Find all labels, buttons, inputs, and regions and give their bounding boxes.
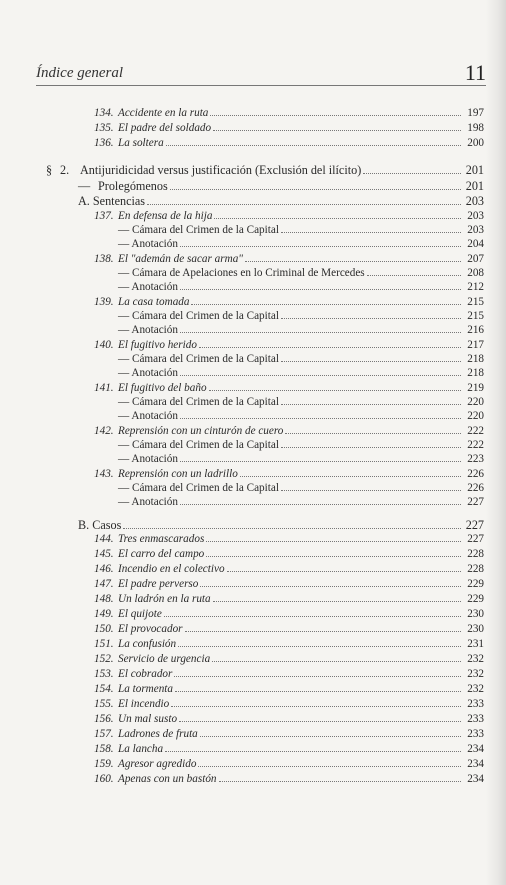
entry-page: 231 (467, 638, 484, 650)
entry-title: La lancha (118, 743, 164, 755)
entry-page: 207 (467, 253, 484, 265)
dot-leader (170, 189, 461, 190)
entry-title: — Anotación (118, 281, 178, 293)
entry-page: 222 (467, 425, 484, 437)
toc-entry[interactable] (94, 712, 484, 726)
toc-subentry[interactable] (118, 395, 484, 409)
toc-entry[interactable] (94, 532, 484, 546)
entry-number: 151. (94, 638, 114, 650)
entry-title: — Anotación (118, 496, 178, 508)
entry-title: El padre perverso (118, 578, 199, 590)
section-heading[interactable] (46, 163, 484, 177)
dash: — (78, 179, 91, 193)
entry-page: 234 (467, 758, 484, 770)
toc-entry[interactable] (94, 467, 484, 481)
subsection-page: 227 (465, 518, 484, 532)
toc-subentry[interactable] (118, 438, 484, 452)
entry-page: 216 (467, 324, 484, 336)
dot-leader (281, 361, 461, 362)
entry-title: — Cámara del Crimen de la Capital (118, 224, 279, 236)
entry-number: 149. (94, 608, 114, 620)
toc-entry[interactable] (94, 742, 484, 756)
entry-page: 217 (467, 339, 484, 351)
entry-number: 138. (94, 253, 114, 265)
dot-leader (178, 646, 461, 647)
entry-number: 137. (94, 210, 114, 222)
dot-leader (179, 721, 461, 722)
entry-title: El cobrador (118, 668, 173, 680)
dot-leader (191, 304, 461, 305)
entry-number: 153. (94, 668, 114, 680)
entry-page: 220 (467, 410, 484, 422)
entry-title: Servicio de urgencia (118, 653, 211, 665)
entry-title: La confusión (118, 638, 177, 650)
dot-leader (180, 461, 461, 462)
entry-number: 160. (94, 773, 114, 785)
page-edge-shadow (486, 0, 506, 885)
entry-page: 230 (467, 608, 484, 620)
entry-page: 233 (467, 728, 484, 740)
dot-leader (206, 556, 461, 557)
entry-page: 222 (467, 439, 484, 451)
header-page-number: 11 (464, 60, 486, 85)
entry-number: 146. (94, 563, 114, 575)
dot-leader (285, 433, 461, 434)
dot-leader (164, 616, 461, 617)
dot-leader (147, 204, 461, 205)
dot-leader (209, 390, 461, 391)
entry-page: 219 (467, 382, 484, 394)
entry-title: Prolegómenos (98, 179, 168, 193)
entry-page: 201 (465, 179, 484, 193)
entry-page: 229 (467, 578, 484, 590)
entry-number: 145. (94, 548, 114, 560)
entry-page: 218 (467, 367, 484, 379)
entry-page: 234 (467, 743, 484, 755)
section-title: Antijuridicidad versus justificación (Exclusión del ilícito) (80, 163, 362, 177)
toc-subentry[interactable] (118, 366, 484, 380)
entry-page: 220 (467, 396, 484, 408)
section-page: 201 (465, 163, 484, 177)
subsection-label: A. Sentencias (78, 194, 146, 208)
header-title: Índice general (36, 65, 124, 81)
entry-title: Reprensión con un cinturón de cuero (118, 425, 284, 437)
dot-leader (199, 347, 461, 348)
entry-number: 140. (94, 339, 114, 351)
entry-page: 232 (467, 683, 484, 695)
toc-entry[interactable] (94, 667, 484, 681)
dot-leader (180, 375, 461, 376)
toc-subentry[interactable] (118, 266, 484, 280)
toc-subentry[interactable] (118, 323, 484, 337)
toc-subentry[interactable] (118, 280, 484, 294)
dot-leader (240, 476, 461, 477)
entry-title: — Anotación (118, 453, 178, 465)
toc-entry[interactable] (94, 295, 484, 309)
entry-page: 212 (467, 281, 484, 293)
toc-entry[interactable] (94, 727, 484, 741)
toc-entry[interactable] (94, 252, 484, 266)
running-header (36, 58, 486, 86)
subsection-page: 203 (465, 194, 484, 208)
entry-title: El fugitivo del baño (118, 382, 207, 394)
entry-number: 143. (94, 468, 114, 480)
dot-leader (166, 145, 461, 146)
dot-leader (245, 261, 461, 262)
entry-title: — Cámara del Crimen de la Capital (118, 439, 279, 451)
entry-title: Un mal susto (118, 713, 178, 725)
toc-entry[interactable] (94, 697, 484, 711)
dot-leader (213, 601, 461, 602)
dot-leader (281, 318, 461, 319)
toc-subentry[interactable] (118, 452, 484, 466)
dot-leader (180, 418, 461, 419)
dot-leader (185, 631, 461, 632)
toc-entry[interactable] (94, 121, 484, 135)
entry-page: 215 (467, 310, 484, 322)
entry-title: Agresor agredido (118, 758, 197, 770)
dot-leader (200, 736, 461, 737)
entry-page: 228 (467, 563, 484, 575)
dot-leader (213, 130, 461, 131)
toc-entry[interactable] (94, 424, 484, 438)
subsection-casos[interactable] (78, 518, 484, 532)
subsection-sentencias[interactable] (78, 194, 484, 208)
entry-page: 233 (467, 698, 484, 710)
dot-leader (206, 541, 461, 542)
toc-entry[interactable] (94, 547, 484, 561)
toc-subentry[interactable] (118, 309, 484, 323)
dot-leader (281, 232, 461, 233)
entry-number: 134. (94, 107, 114, 119)
entry-title: El carro del campo (118, 548, 205, 560)
entry-page: 223 (467, 453, 484, 465)
dot-leader (165, 751, 461, 752)
dot-leader (212, 661, 461, 662)
header-rule (36, 85, 486, 86)
entry-title: — Cámara del Crimen de la Capital (118, 353, 279, 365)
toc-entry[interactable] (94, 772, 484, 786)
entry-page: 208 (467, 267, 484, 279)
entry-title: El incendio (118, 698, 170, 710)
toc-entry[interactable] (94, 622, 484, 636)
toc-entry[interactable] (94, 136, 484, 150)
toc-entry[interactable] (94, 757, 484, 771)
entry-page: 232 (467, 668, 484, 680)
entry-title: — Cámara de Apelaciones en lo Criminal de Mercedes (118, 267, 365, 279)
toc-entry[interactable] (94, 652, 484, 666)
entry-page: 232 (467, 653, 484, 665)
toc-entry[interactable] (94, 637, 484, 651)
entry-page: 203 (467, 210, 484, 222)
dot-leader (123, 528, 461, 529)
dot-leader (174, 676, 461, 677)
entry-number: 150. (94, 623, 114, 635)
entry-page: 215 (467, 296, 484, 308)
dot-leader (367, 275, 461, 276)
entry-title: El fugitivo herido (118, 339, 197, 351)
dot-leader (180, 504, 461, 505)
toc-entry[interactable] (94, 338, 484, 352)
dot-leader (281, 490, 461, 491)
entry-number: 141. (94, 382, 114, 394)
entry-number: 136. (94, 137, 114, 149)
dot-leader (175, 691, 461, 692)
entry-page: 229 (467, 593, 484, 605)
toc-entry[interactable] (94, 577, 484, 591)
entry-title: En defensa de la hija (118, 210, 213, 222)
entry-number: 159. (94, 758, 114, 770)
entry-title: Ladrones de fruta (118, 728, 198, 740)
entry-number: 135. (94, 122, 114, 134)
toc-subentry[interactable] (118, 409, 484, 423)
entry-title: — Cámara del Crimen de la Capital (118, 310, 279, 322)
entry-page: 230 (467, 623, 484, 635)
entry-page: 227 (467, 533, 484, 545)
toc-entry[interactable] (94, 562, 484, 576)
entry-number: 147. (94, 578, 114, 590)
dot-leader (214, 218, 461, 219)
entry-title: Incendio en el colectivo (118, 563, 225, 575)
toc-entry[interactable] (94, 607, 484, 621)
entry-title: — Cámara del Crimen de la Capital (118, 482, 279, 494)
entry-title: La soltera (118, 137, 164, 149)
entry-title: — Anotación (118, 324, 178, 336)
entry-title: — Anotación (118, 238, 178, 250)
toc-subentry[interactable] (118, 352, 484, 366)
dot-leader (198, 766, 461, 767)
entry-number: 154. (94, 683, 114, 695)
entry-number: 152. (94, 653, 114, 665)
toc-entry[interactable] (94, 106, 484, 120)
toc-entry[interactable] (94, 592, 484, 606)
entry-page: 226 (467, 482, 484, 494)
entry-page: 234 (467, 773, 484, 785)
entry-page: 200 (467, 137, 484, 149)
entry-number: 158. (94, 743, 114, 755)
dot-leader (281, 447, 461, 448)
dot-leader (180, 332, 461, 333)
section-number: 2. (60, 163, 70, 177)
toc-subentry[interactable] (118, 495, 484, 509)
entry-page: 203 (467, 224, 484, 236)
dot-leader (180, 289, 461, 290)
entry-title: Apenas con un bastón (118, 773, 217, 785)
toc-subentry[interactable] (118, 237, 484, 251)
entry-number: 144. (94, 533, 114, 545)
entry-number: 148. (94, 593, 114, 605)
entry-page: 233 (467, 713, 484, 725)
entry-number: 156. (94, 713, 114, 725)
dot-leader (200, 586, 461, 587)
entry-number: 155. (94, 698, 114, 710)
entry-title: El padre del soldado (118, 122, 212, 134)
toc-entry[interactable] (94, 209, 484, 223)
dot-leader (363, 173, 461, 174)
toc-entry-prolegomenos[interactable] (78, 179, 484, 193)
entry-number: 157. (94, 728, 114, 740)
entry-title: Accidente en la ruta (118, 107, 209, 119)
entry-title: La tormenta (118, 683, 174, 695)
toc-subentry[interactable] (118, 223, 484, 237)
dot-leader (180, 246, 461, 247)
subsection-label: B. Casos (78, 518, 122, 532)
dot-leader (281, 404, 461, 405)
entry-title: La casa tomada (118, 296, 190, 308)
entry-page: 226 (467, 468, 484, 480)
toc-entry[interactable] (94, 682, 484, 696)
entry-page: 198 (467, 122, 484, 134)
entry-title: Un ladrón en la ruta (118, 593, 211, 605)
entry-title: El "ademán de sacar arma" (118, 253, 243, 265)
toc-subentry[interactable] (118, 481, 484, 495)
entry-title: El quijote (118, 608, 162, 620)
dot-leader (210, 115, 461, 116)
entry-title: — Cámara del Crimen de la Capital (118, 396, 279, 408)
entry-page: 228 (467, 548, 484, 560)
entry-title: Reprensión con un ladrillo (118, 468, 238, 480)
entry-page: 227 (467, 496, 484, 508)
dot-leader (171, 706, 461, 707)
entry-title: — Anotación (118, 410, 178, 422)
entry-title: — Anotación (118, 367, 178, 379)
entry-title: El provocador (118, 623, 183, 635)
entry-page: 218 (467, 353, 484, 365)
section-symbol: § (46, 163, 53, 177)
entry-page: 197 (467, 107, 484, 119)
entry-title: Tres enmascarados (118, 533, 205, 545)
toc-entry[interactable] (94, 381, 484, 395)
dot-leader (219, 781, 461, 782)
entry-number: 139. (94, 296, 114, 308)
entry-number: 142. (94, 425, 114, 437)
dot-leader (227, 571, 461, 572)
entry-page: 204 (467, 238, 484, 250)
